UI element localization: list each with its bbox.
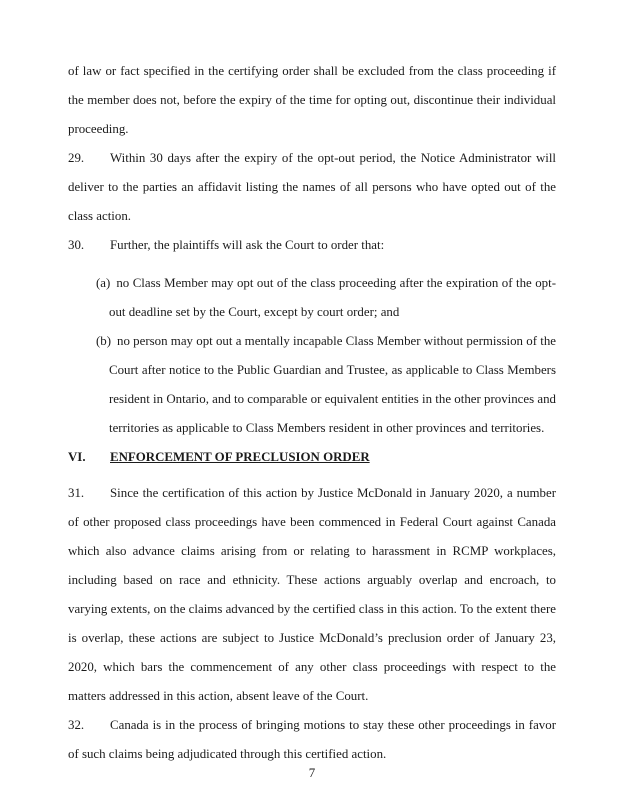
heading-number: VI. [68, 450, 86, 464]
paragraph-29 [68, 144, 556, 231]
list-item-text: no Class Member may opt out of the class proceeding after the expiration of the opt-out deadline set by the Court, except by court order; and [109, 276, 556, 319]
paragraph-31 [68, 479, 556, 711]
paragraph-32 [68, 711, 556, 769]
list-item-text: no person may opt out a mentally incapable Class Member without permission of the Court after notice to the Public Guardian and Trustee, as applicable to Class Members resident in Ontario, and to comparable or equivalent entities in the other provinces and territories as applicable to Class Members resident in other provinces and territories. [109, 334, 556, 435]
paragraph-number: 32. [68, 718, 85, 732]
paragraph-text: Within 30 days after the expiry of the opt-out period, the Notice Administrator will deliver to the parties an affidavit listing the names of all persons who have opted out of the class action. [68, 151, 556, 223]
paragraph-number: 31. [68, 486, 85, 500]
paragraph-number: 30. [68, 238, 85, 252]
heading-title: ENFORCEMENT OF PRECLUSION ORDER [110, 450, 370, 464]
page-number: 7 [308, 766, 316, 780]
paragraph-text: of law or fact specified in the certifying order shall be excluded from the class proceeding if the member does not, before the expiry of the time for opting out, discontinue their individual proceeding. [68, 64, 556, 136]
list-marker: (a) [96, 276, 111, 290]
list-item-a [96, 269, 556, 327]
paragraph-text: Canada is in the process of bringing motions to stay these other proceedings in favor of such claims being adjudicated through this certified action. [68, 718, 556, 761]
list-marker: (b) [96, 334, 112, 348]
list-item-b [96, 327, 556, 443]
paragraph-text: Since the certification of this action by Justice McDonald in January 2020, a number of other proposed class proceedings have been commenced in Federal Court against Canada which also advance claims arising from or relating to harassment in RCMP workplaces, including based on race and ethnicity. These actions arguably overlap and encroach, to varying extents, on the claims advanced by the certified class in this action. To the extent there is overlap, these actions are subject to Justice McDonald’s preclusion order of January 23, 2020, which bars the commencement of any other class proceedings with respect to the matters addressed in this action, absent leave of the Court. [68, 486, 556, 703]
paragraph-continuation [68, 57, 556, 144]
paragraph-30 [68, 231, 556, 260]
paragraph-text: Further, the plaintiffs will ask the Court to order that: [110, 238, 385, 252]
section-heading-vi [68, 443, 556, 472]
paragraph-number: 29. [68, 151, 85, 165]
